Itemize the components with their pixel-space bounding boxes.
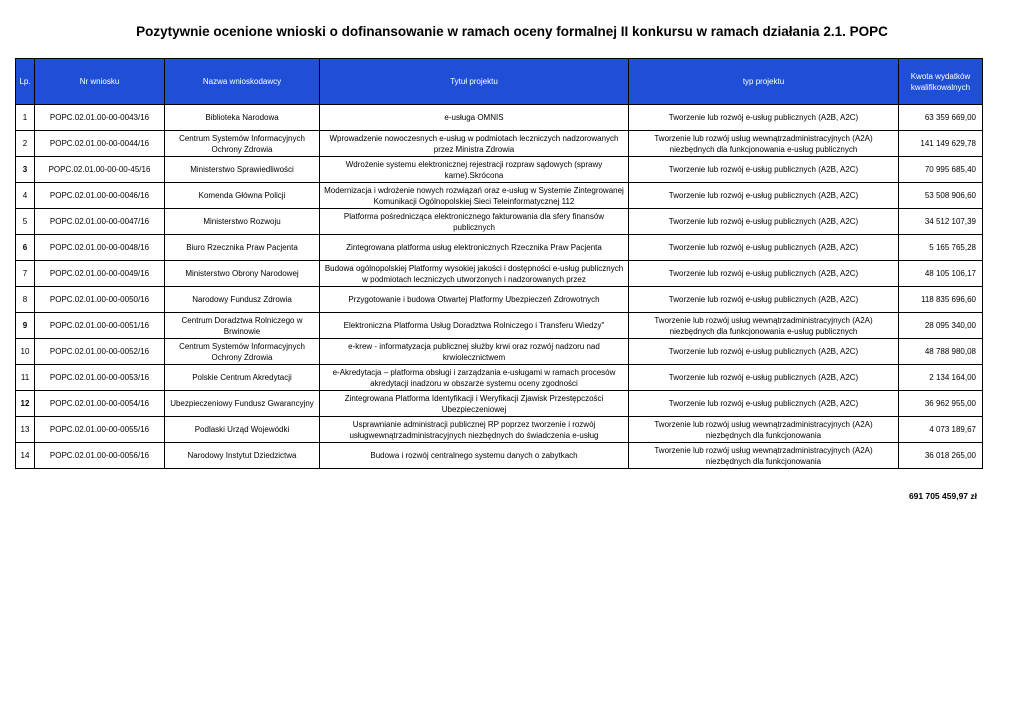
cell-nr-wniosku: POPC.02.01.00-00-0046/16 bbox=[35, 183, 165, 209]
cell-nazwa-wnioskodawcy: Centrum Systemów Informacyjnych Ochrony Zdrowia bbox=[165, 131, 320, 157]
cell-typ-projektu: Tworzenie lub rozwój e-usług publicznych (A2B, A2C) bbox=[629, 157, 899, 183]
cell-lp: 13 bbox=[16, 417, 35, 443]
cell-typ-projektu: Tworzenie lub rozwój usług wewnątrzadministracyjnych (A2A) niezbędnych dla funkcjonowania e-usług publicznych bbox=[629, 131, 899, 157]
table-row bbox=[16, 157, 983, 183]
cell-lp: 6 bbox=[16, 235, 35, 261]
cell-nazwa-wnioskodawcy: Biuro Rzecznika Praw Pacjenta bbox=[165, 235, 320, 261]
table-row bbox=[16, 443, 983, 469]
cell-typ-projektu: Tworzenie lub rozwój usług wewnątrzadministracyjnych (A2A) niezbędnych dla funkcjonowania bbox=[629, 443, 899, 469]
cell-nr-wniosku: POPC.02.01.00-00-0052/16 bbox=[35, 339, 165, 365]
cell-lp: 2 bbox=[16, 131, 35, 157]
cell-nr-wniosku: POPC.02.01.00-00-0050/16 bbox=[35, 287, 165, 313]
page-title: Pozytywnie ocenione wnioski o dofinansowanie w ramach oceny formalnej II konkursu w ramach działania 2.1. POPC bbox=[136, 24, 888, 39]
table-row bbox=[16, 391, 983, 417]
cell-lp: 5 bbox=[16, 209, 35, 235]
cell-tytul-projektu: Modernizacja i wdrożenie nowych rozwiązań oraz e-usług w Systemie Zintegrowanej Komunikacji Ogólnopolskiej Sieci Teleinformatycznej 112 bbox=[320, 183, 629, 209]
cell-tytul-projektu: Przygotowanie i budowa Otwartej Platformy Ubezpieczeń Zdrowotnych bbox=[320, 287, 629, 313]
cell-nazwa-wnioskodawcy: Ministerstwo Sprawiedliwości bbox=[165, 157, 320, 183]
cell-tytul-projektu: Wdrożenie systemu elektronicznej rejestracji rozpraw sądowych (sprawy karne).Skrócona bbox=[320, 157, 629, 183]
cell-kwota: 63 359 669,00 bbox=[899, 105, 983, 131]
cell-nr-wniosku: POPC.02.01.00-00-0043/16 bbox=[35, 105, 165, 131]
cell-kwota: 48 788 980,08 bbox=[899, 339, 983, 365]
cell-nr-wniosku: POPC.02.01.00-00-0055/16 bbox=[35, 417, 165, 443]
cell-typ-projektu: Tworzenie lub rozwój e-usług publicznych (A2B, A2C) bbox=[629, 183, 899, 209]
cell-tytul-projektu: Budowa ogólnopolskiej Platformy wysokiej jakości i dostępności e-usług publicznych w podmiotach leczniczych utworzonych i nadzorowanych przez bbox=[320, 261, 629, 287]
cell-nazwa-wnioskodawcy: Polskie Centrum Akredytacji bbox=[165, 365, 320, 391]
cell-nazwa-wnioskodawcy: Narodowy Fundusz Zdrowia bbox=[165, 287, 320, 313]
cell-kwota: 4 073 189,67 bbox=[899, 417, 983, 443]
cell-typ-projektu: Tworzenie lub rozwój e-usług publicznych (A2B, A2C) bbox=[629, 235, 899, 261]
cell-typ-projektu: Tworzenie lub rozwój e-usług publicznych (A2B, A2C) bbox=[629, 209, 899, 235]
cell-typ-projektu: Tworzenie lub rozwój e-usług publicznych (A2B, A2C) bbox=[629, 391, 899, 417]
table-row bbox=[16, 235, 983, 261]
cell-tytul-projektu: Usprawnianie administracji publicznej RP poprzez tworzenie i rozwój usługwewnątrzadministracyjnych niezbędnych do świadczenia e-usług bbox=[320, 417, 629, 443]
table-row bbox=[16, 287, 983, 313]
cell-lp: 14 bbox=[16, 443, 35, 469]
cell-kwota: 141 149 629,78 bbox=[899, 131, 983, 157]
cell-tytul-projektu: Zintegrowana platforma usług elektronicznych Rzecznika Praw Pacjenta bbox=[320, 235, 629, 261]
cell-kwota: 36 962 955,00 bbox=[899, 391, 983, 417]
cell-lp: 8 bbox=[16, 287, 35, 313]
table-row bbox=[16, 261, 983, 287]
cell-tytul-projektu: e-usługa OMNIS bbox=[320, 105, 629, 131]
cell-kwota: 70 995 685,40 bbox=[899, 157, 983, 183]
cell-typ-projektu: Tworzenie lub rozwój e-usług publicznych (A2B, A2C) bbox=[629, 261, 899, 287]
table-row bbox=[16, 131, 983, 157]
cell-lp: 1 bbox=[16, 105, 35, 131]
cell-nazwa-wnioskodawcy: Komenda Główna Policji bbox=[165, 183, 320, 209]
cell-tytul-projektu: Wprowadzenie nowoczesnych e-usług w podmiotach leczniczych nadzorowanych przez Ministra Zdrowia bbox=[320, 131, 629, 157]
cell-typ-projektu: Tworzenie lub rozwój e-usług publicznych (A2B, A2C) bbox=[629, 105, 899, 131]
cell-nazwa-wnioskodawcy: Ministerstwo Obrony Narodowej bbox=[165, 261, 320, 287]
header-nr-wniosku: Nr wniosku bbox=[35, 59, 165, 105]
table-row bbox=[16, 105, 983, 131]
table-row bbox=[16, 339, 983, 365]
table-row bbox=[16, 365, 983, 391]
cell-tytul-projektu: Budowa i rozwój centralnego systemu danych o zabytkach bbox=[320, 443, 629, 469]
cell-kwota: 48 105 106,17 bbox=[899, 261, 983, 287]
table-row bbox=[16, 417, 983, 443]
table-row bbox=[16, 313, 983, 339]
cell-kwota: 5 165 765,28 bbox=[899, 235, 983, 261]
cell-nr-wniosku: POPC.02.01.00-00-0044/16 bbox=[35, 131, 165, 157]
table-row bbox=[16, 183, 983, 209]
cell-nr-wniosku: POPC.02.01.00-00-0051/16 bbox=[35, 313, 165, 339]
cell-lp: 9 bbox=[16, 313, 35, 339]
cell-kwota: 36 018 265,00 bbox=[899, 443, 983, 469]
cell-tytul-projektu: Elektroniczna Platforma Usług Doradztwa Rolniczego i Transferu Wiedzy" bbox=[320, 313, 629, 339]
cell-nazwa-wnioskodawcy: Centrum Doradztwa Rolniczego w Brwinowie bbox=[165, 313, 320, 339]
cell-nr-wniosku: POPC.02.01.00-00-0049/16 bbox=[35, 261, 165, 287]
header-lp: Lp. bbox=[16, 59, 35, 105]
cell-tytul-projektu: e-krew - informatyzacja publicznej służby krwi oraz rozwój nadzoru nad krwiolecznictwem bbox=[320, 339, 629, 365]
cell-nr-wniosku: POPC.02.01.00-00-0048/16 bbox=[35, 235, 165, 261]
cell-nazwa-wnioskodawcy: Biblioteka Narodowa bbox=[165, 105, 320, 131]
cell-typ-projektu: Tworzenie lub rozwój usług wewnątrzadministracyjnych (A2A) niezbędnych dla funkcjonowania bbox=[629, 417, 899, 443]
applications-table bbox=[15, 58, 983, 469]
cell-lp: 11 bbox=[16, 365, 35, 391]
cell-nazwa-wnioskodawcy: Narodowy Instytut Dziedzictwa bbox=[165, 443, 320, 469]
cell-nr-wniosku: POPC.02.01.00-00-0054/16 bbox=[35, 391, 165, 417]
cell-kwota: 53 508 906,60 bbox=[899, 183, 983, 209]
header-typ-projektu: typ projektu bbox=[629, 59, 899, 105]
cell-nazwa-wnioskodawcy: Centrum Systemów Informacyjnych Ochrony Zdrowia bbox=[165, 339, 320, 365]
cell-typ-projektu: Tworzenie lub rozwój e-usług publicznych (A2B, A2C) bbox=[629, 339, 899, 365]
cell-tytul-projektu: e-Akredytacja – platforma obsługi i zarządzania e-usługami w ramach procesów akredytacji inadzoru w obszarze systemu oceny zgodności bbox=[320, 365, 629, 391]
cell-typ-projektu: Tworzenie lub rozwój e-usług publicznych (A2B, A2C) bbox=[629, 287, 899, 313]
header-tytul-projektu: Tytuł projektu bbox=[320, 59, 629, 105]
cell-nazwa-wnioskodawcy: Ministerstwo Rozwoju bbox=[165, 209, 320, 235]
cell-lp: 3 bbox=[16, 157, 35, 183]
cell-nazwa-wnioskodawcy: Ubezpieczeniowy Fundusz Gwarancyjny bbox=[165, 391, 320, 417]
cell-nr-wniosku: POPC.02.01.00-00-0053/16 bbox=[35, 365, 165, 391]
cell-kwota: 2 134 164,00 bbox=[899, 365, 983, 391]
cell-tytul-projektu: Zintegrowana Platforma Identyfikacji i Weryfikacji Zjawisk Przestępczości Ubezpieczeniowej bbox=[320, 391, 629, 417]
cell-kwota: 118 835 696,60 bbox=[899, 287, 983, 313]
table-row bbox=[16, 209, 983, 235]
cell-tytul-projektu: Platforma pośrednicząca elektronicznego fakturowania dla sfery finansów publicznych bbox=[320, 209, 629, 235]
cell-lp: 12 bbox=[16, 391, 35, 417]
cell-typ-projektu: Tworzenie lub rozwój e-usług publicznych (A2B, A2C) bbox=[629, 365, 899, 391]
table-header-row bbox=[16, 59, 983, 105]
header-nazwa-wnioskodawcy: Nazwa wnioskodawcy bbox=[165, 59, 320, 105]
cell-kwota: 28 095 340,00 bbox=[899, 313, 983, 339]
cell-kwota: 34 512 107,39 bbox=[899, 209, 983, 235]
cell-nr-wniosku: POPC.02.01.00-00-0047/16 bbox=[35, 209, 165, 235]
header-kwota: Kwota wydatków kwalifikowalnych bbox=[899, 59, 983, 105]
cell-nr-wniosku: POPC.02.01.00-00-00-45/16 bbox=[35, 157, 165, 183]
cell-nazwa-wnioskodawcy: Podlaski Urząd Wojewódki bbox=[165, 417, 320, 443]
cell-lp: 7 bbox=[16, 261, 35, 287]
total-amount: 691 705 459,97 zł bbox=[908, 491, 977, 501]
cell-nr-wniosku: POPC.02.01.00-00-0056/16 bbox=[35, 443, 165, 469]
cell-lp: 10 bbox=[16, 339, 35, 365]
cell-lp: 4 bbox=[16, 183, 35, 209]
cell-typ-projektu: Tworzenie lub rozwój usług wewnątrzadministracyjnych (A2A) niezbędnych dla funkcjonowania e-usług publicznych bbox=[629, 313, 899, 339]
